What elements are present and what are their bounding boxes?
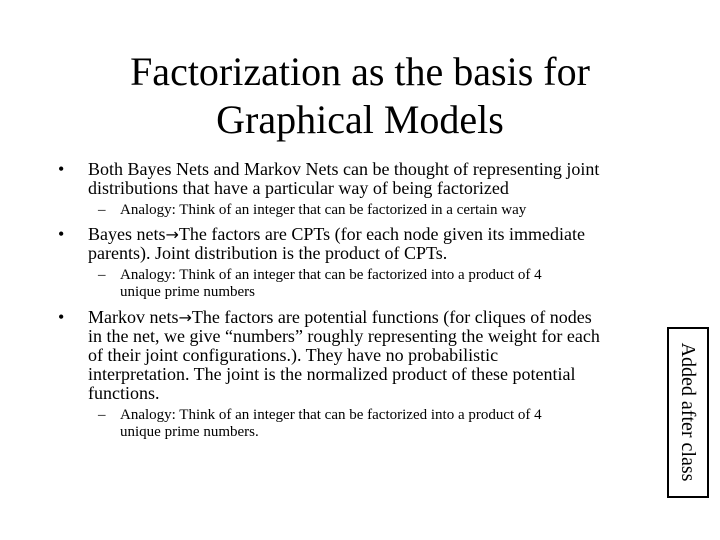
- bullet-3-line-3: of their joint configurations.). They have no probabilistic: [88, 345, 499, 365]
- sub-bullet-2: [98, 267, 542, 301]
- bullet-3-line-2: in the net, we give “numbers” roughly representing the weight for each: [88, 326, 600, 346]
- sub-marker: –: [98, 267, 106, 283]
- bullet-2-line-2: parents). Joint distribution is the product of CPTs.: [88, 243, 448, 263]
- sub-marker: –: [98, 407, 106, 423]
- sub-bullet-2-line-2: unique prime numbers: [120, 284, 255, 300]
- bullet-marker: •: [58, 307, 65, 327]
- bullet-marker: •: [58, 159, 65, 179]
- sub-bullet-2-line-1: Analogy: Think of an integer that can be factorized into a product of 4: [120, 267, 542, 283]
- bullet-3-line-5: functions.: [88, 383, 160, 403]
- bullet-3-line-4: interpretation. The joint is the normalized product of these potential: [88, 364, 576, 384]
- bullet-2-line-1-rest: The factors are CPTs (for each node given its immediate: [178, 224, 585, 244]
- bullet-3-line-1-rest: The factors are potential functions (for cliques of nodes: [191, 307, 592, 327]
- bullet-2: [58, 225, 585, 263]
- sub-bullet-1-line-1: Analogy: Think of an integer that can be factorized in a certain way: [120, 202, 527, 218]
- sub-bullet-3-line-2: unique prime numbers.: [120, 424, 259, 440]
- right-arrow-icon: →: [178, 308, 192, 327]
- bullet-2-line-1: [88, 225, 585, 244]
- bullet-3: [58, 308, 600, 403]
- side-note-text: Added after class: [677, 342, 699, 482]
- bullet-marker: •: [58, 224, 65, 244]
- sub-bullet-1: [98, 202, 526, 219]
- bullet-1-line-1: Both Bayes Nets and Markov Nets can be thought of representing joint: [88, 159, 600, 179]
- bullet-3-prefix: Markov nets: [88, 307, 179, 327]
- sub-bullet-3-line-1: Analogy: Think of an integer that can be factorized into a product of 4: [120, 407, 542, 423]
- sub-marker: –: [98, 202, 106, 218]
- sub-bullet-3: [98, 407, 542, 441]
- title-line-2: Graphical Models: [216, 97, 504, 142]
- right-arrow-icon: →: [165, 225, 179, 244]
- bullet-1: [58, 160, 599, 198]
- bullet-3-line-1: [88, 308, 600, 327]
- bullet-1-line-2: distributions that have a particular way of being factorized: [88, 178, 509, 198]
- bullet-2-prefix: Bayes nets: [88, 224, 166, 244]
- slide-title: [80, 48, 640, 144]
- title-line-1: Factorization as the basis for: [130, 49, 590, 94]
